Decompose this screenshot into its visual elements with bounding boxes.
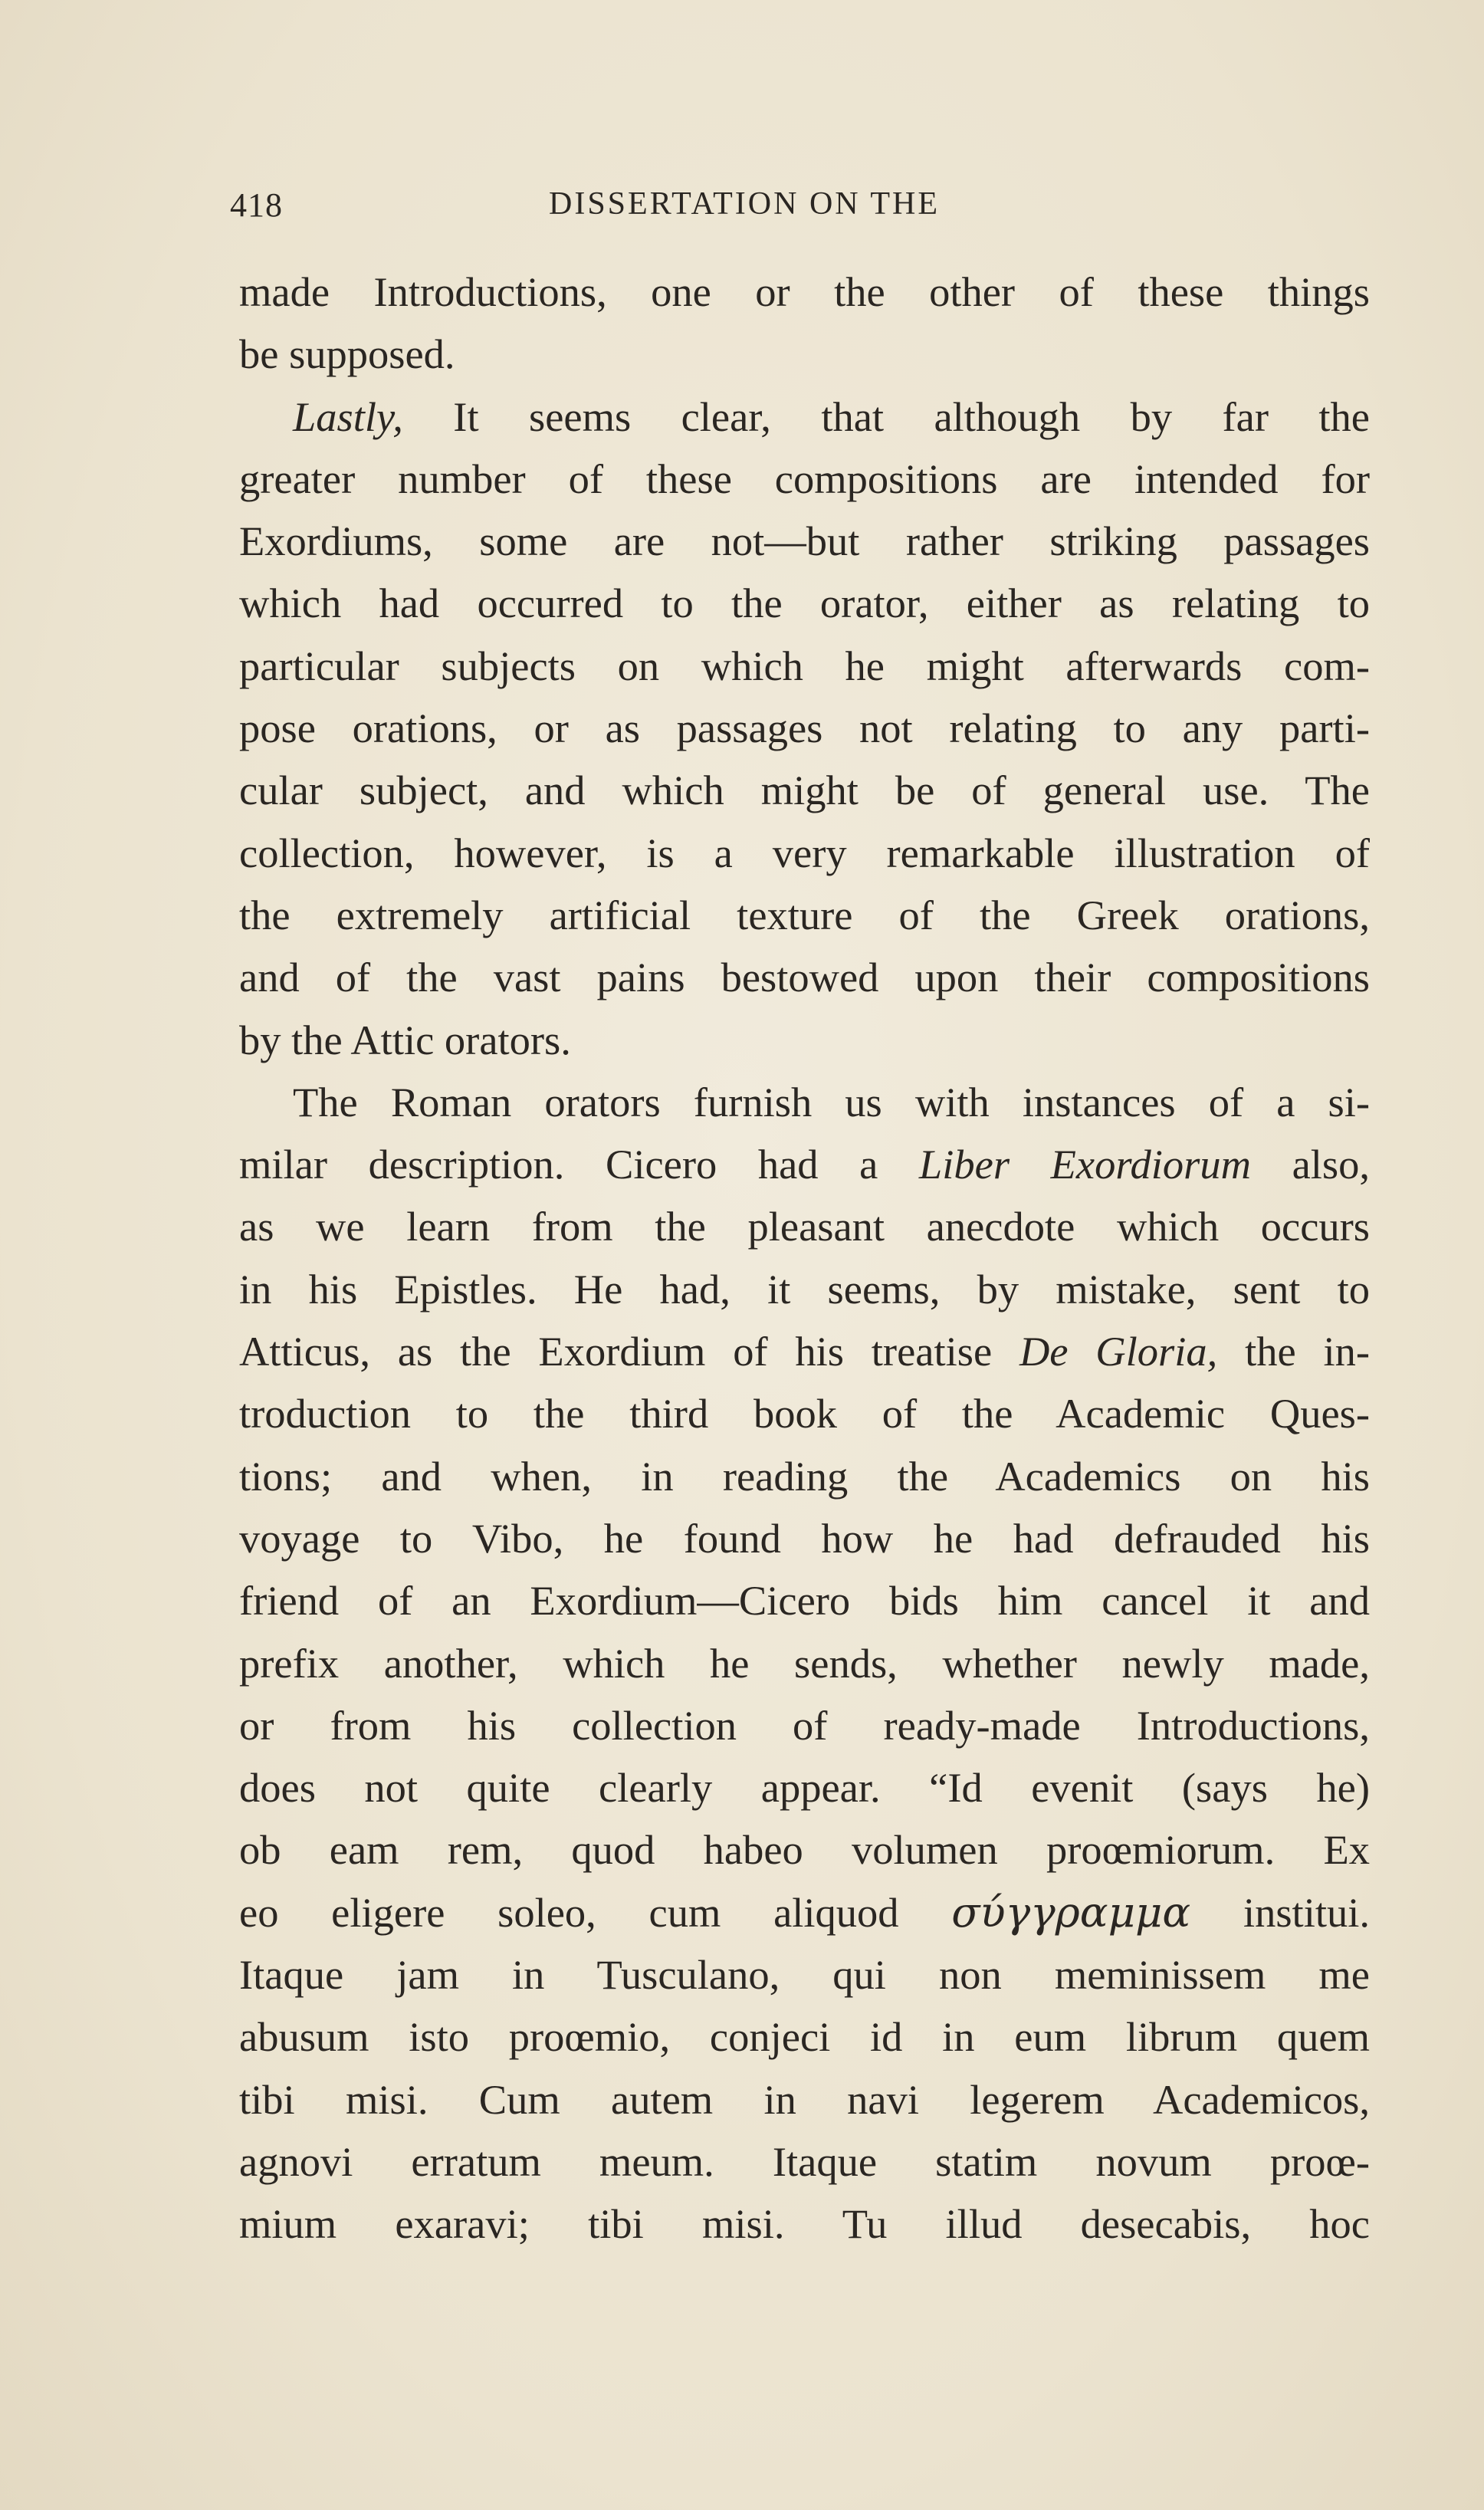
text-line: Itaque jam in Tusculano, qui non meminissem me xyxy=(239,1951,1370,1999)
text-line: ob eam rem, quod habeo volumen proœmiorum. Ex xyxy=(239,1826,1370,1874)
text-line: made Introductions, one or the other of these things xyxy=(239,268,1370,315)
text-line: by the Attic orators. xyxy=(239,1016,571,1063)
text-line: be supposed. xyxy=(239,330,455,378)
text-line: which had occurred to the orator, either as relating to xyxy=(239,580,1370,627)
greek-word: σύγγραμμα xyxy=(951,1887,1191,1937)
text-line: the extremely artificial texture of the Greek orations, xyxy=(239,891,1370,938)
text-line: tions; and when, in reading the Academics on his xyxy=(239,1452,1370,1500)
page-header xyxy=(230,186,1042,232)
text-line: does not quite clearly appear. “Id evenit (says he) xyxy=(239,1764,1370,1812)
italic-de-gloria: De Gloria, xyxy=(1019,1328,1218,1375)
text-line: prefix another, which he sends, whether newly made, xyxy=(239,1639,1370,1687)
text-line: particular subjects on which he might afterwards com- xyxy=(239,642,1370,689)
text-line: agnovi erratum meum. Itaque statim novum proœ- xyxy=(239,2137,1370,2185)
text-line: troduction to the third book of the Academic Ques- xyxy=(239,1390,1370,1437)
text-line: or from his collection of ready-made Introductions, xyxy=(239,1701,1370,1749)
text-line: abusum isto proœmio, conjeci id in eum librum quem xyxy=(239,2013,1370,2061)
text-line: cular subject, and which might be of general use. The xyxy=(239,767,1370,814)
body-text xyxy=(239,261,1370,2255)
text-line: Exordiums, some are not—but rather striking passages xyxy=(239,517,1370,565)
text-line: Lastly, It seems clear, that although by far the xyxy=(293,393,1370,440)
text-line: greater number of these compositions are intended for xyxy=(239,455,1370,502)
text-line: collection, however, is a very remarkable illustration of xyxy=(239,829,1370,876)
running-head: DISSERTATION ON THE xyxy=(549,186,940,222)
italic-lastly: Lastly, xyxy=(293,393,403,440)
text-line: eo eligere soleo, cum aliquod σύγγραμμα institui. xyxy=(239,1887,1370,1937)
text-line: and of the vast pains bestowed upon their compositions xyxy=(239,954,1370,1001)
text-line: The Roman orators furnish us with instances of a si- xyxy=(293,1078,1370,1125)
text-line: voyage to Vibo, he found how he had defrauded his xyxy=(239,1514,1370,1562)
text-line: tibi misi. Cum autem in navi legerem Academicos, xyxy=(239,2075,1370,2123)
page-number: 418 xyxy=(230,186,283,224)
text-line: Atticus, as the Exordium of his treatise De Gloria, the in- xyxy=(239,1328,1370,1375)
italic-liber-exordiorum: Liber Exordiorum xyxy=(918,1141,1251,1188)
text-line: friend of an Exordium—Cicero bids him cancel it and xyxy=(239,1577,1370,1625)
text-line: mium exaravi; tibi misi. Tu illud desecabis, hoc xyxy=(239,2200,1370,2248)
text-line: milar description. Cicero had a Liber Exordiorum also, xyxy=(239,1141,1370,1188)
text-line: pose orations, or as passages not relating to any parti- xyxy=(239,705,1370,752)
text-line: as we learn from the pleasant anecdote which occurs xyxy=(239,1203,1370,1250)
text-line: in his Epistles. He had, it seems, by mistake, sent to xyxy=(239,1265,1370,1312)
